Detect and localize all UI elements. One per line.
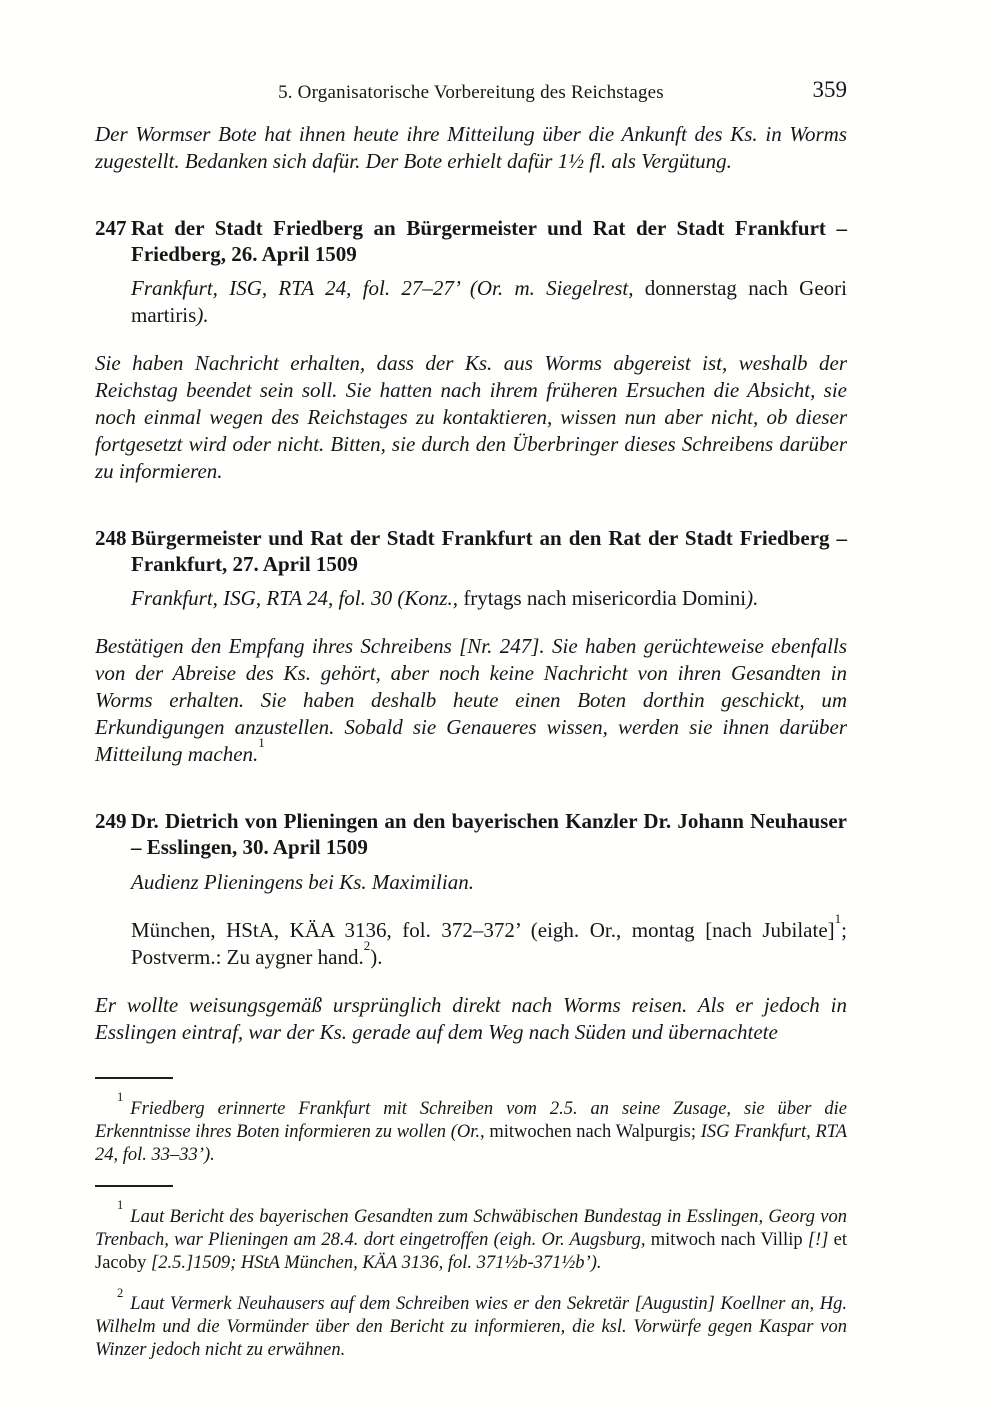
text-block — [95, 77, 847, 1381]
entry-number: 248 — [95, 526, 127, 550]
footnote-ref: 1 — [834, 911, 842, 927]
page-number: 359 — [812, 77, 847, 102]
archive-roman-segment: ; Postverm.: Zu aygner hand. — [131, 918, 847, 969]
footnote-italic-segment: [2.5.]1509; HStA München, KÄA 3136, fol. 371½b-371½b’). — [151, 1252, 602, 1273]
footnote-separator — [95, 1077, 173, 1079]
footnote-ref: 2 — [363, 938, 371, 954]
footnote-separator — [95, 1185, 173, 1187]
entry-248 — [95, 525, 847, 768]
source-line — [131, 275, 847, 329]
source-line — [131, 585, 847, 612]
regest-line: Audienz Plieningens bei Ks. Maximilian. — [131, 870, 474, 894]
source-roman-segment: donnerstag nach Geori martiris — [131, 276, 847, 327]
footnote-group-1 — [95, 1077, 847, 1167]
summary-text: Bestätigen den Empfang ihres Schreibens [Nr. 247]. Sie haben gerüchteweise ebenfalls von der Abreise des Ks. gehört, aber noch keine Nachricht von ihren Gesandten in Worms erhalten. Sie haben deshalb heute einen Boten dorthin geschickt, um Erkundigungen anzustellen. Sobald sie Genaueres wissen, werden sie ihnen darüber Mitteilung machen. — [95, 634, 847, 766]
entry-title: Rat der Stadt Friedberg an Bürgermeister und Rat der Stadt Frankfurt – Friedberg, 26. April 1509 — [131, 216, 847, 266]
entry-summary: Er wollte weisungsgemäß ursprünglich direkt nach Worms reisen. Als er jedoch in Esslingen eintraf, war der Ks. gerade auf dem Weg nach Süden und übernachtete — [95, 993, 847, 1044]
running-title: 5. Organisatorische Vorbereitung des Reichstages — [278, 82, 664, 103]
entry-249 — [95, 808, 847, 1046]
source-italic-segment: Frankfurt, ISG, RTA 24, fol. 27–27’ (Or. m. Siegelrest, — [131, 276, 634, 300]
entry-number: 247 — [95, 216, 127, 240]
archive-roman-segment: München, HStA, KÄA 3136, fol. 372–372’ (eigh. Or., montag [nach Jubilate] — [131, 918, 835, 942]
footnote-italic-segment: [!] — [807, 1229, 829, 1250]
page-header — [95, 77, 847, 108]
footnote-roman-segment: mitwoch nach Villip — [645, 1229, 808, 1250]
source-roman-segment: frytags nach misericordia Domini — [458, 586, 747, 610]
footnote-marker: 1 — [117, 1198, 124, 1213]
footnote-ref: 1 — [258, 735, 265, 751]
entry-heading-row — [95, 215, 847, 267]
entry-heading-row — [95, 808, 847, 860]
entry-247 — [95, 215, 847, 485]
footnote-italic-segment: Laut Vermerk Neuhausers auf dem Schreiben wies er den Sekretär [Augustin] Koellner an, Hg. Wilhelm und die Vormünder über den Bericht zu informieren, die ksl. Vorwürfe gegen Kaspar von Winzer jedoch nicht zu erwähnen. — [95, 1294, 847, 1360]
entry-summary: Sie haben Nachricht erhalten, dass der Ks. aus Worms abgereist ist, weshalb der Reichstag beendet sein soll. Sie hatten nach ihrem früheren Ersuchen die Absicht, sie noch einmal wegen des Reichstages zu kontaktieren, wissen nun aber nicht, ob dieser fortgesetzt wird oder nicht. Bitten, sie durch den Überbringer dieses Schreibens darüber zu informieren. — [95, 351, 847, 483]
footnote-marker: 1 — [117, 1090, 124, 1105]
footnotes-section — [95, 1077, 847, 1362]
source-italic-segment: ). — [746, 586, 759, 610]
footnote-italic-segment: Friedberg erinnerte Frankfurt mit Schreiben vom 2.5. an seine Zusage, sie über die Erkenntnisse ihres Boten informieren zu wollen (Or., — [95, 1098, 847, 1142]
entry-heading-row — [95, 525, 847, 577]
footnote — [95, 1198, 847, 1275]
entry-title: Dr. Dietrich von Plieningen an den bayerischen Kanzler Dr. Johann Neuhauser – Esslingen, 30. April 1509 — [131, 809, 847, 859]
footnote-roman-segment: et Jacoby — [95, 1229, 847, 1273]
archive-roman-segment: ). — [370, 945, 383, 969]
footnote — [95, 1090, 847, 1167]
entry-summary — [95, 633, 847, 768]
source-italic-segment: Frankfurt, ISG, RTA 24, fol. 30 (Konz., — [131, 586, 459, 610]
entry-title: Bürgermeister und Rat der Stadt Frankfurt an den Rat der Stadt Friedberg – Frankfurt, 27. April 1509 — [131, 526, 847, 576]
footnote-italic-segment: Laut Bericht des bayerischen Gesandten zum Schwäbischen Bundestag in Esslingen, Georg von Trenbach, war Plieningen am 28.4. dort eingetroffen (eigh. Or. Augsburg, — [95, 1206, 847, 1250]
entry-number: 249 — [95, 809, 127, 833]
footnote — [95, 1285, 847, 1362]
source-italic-segment: ). — [196, 303, 209, 327]
archive-line — [131, 911, 847, 971]
footnote-italic-segment: ISG Frankfurt, RTA 24, fol. 33–33’). — [95, 1121, 847, 1165]
intro-summary: Der Wormser Bote hat ihnen heute ihre Mitteilung über die Ankunft des Ks. in Worms zugestellt. Bedanken sich dafür. Der Bote erhielt dafür 1½ fl. als Vergütung. — [95, 122, 847, 173]
footnote-group-2 — [95, 1185, 847, 1362]
footnote-roman-segment: mitwochen nach Walpurgis; — [484, 1121, 696, 1142]
footnote-marker: 2 — [117, 1285, 124, 1300]
